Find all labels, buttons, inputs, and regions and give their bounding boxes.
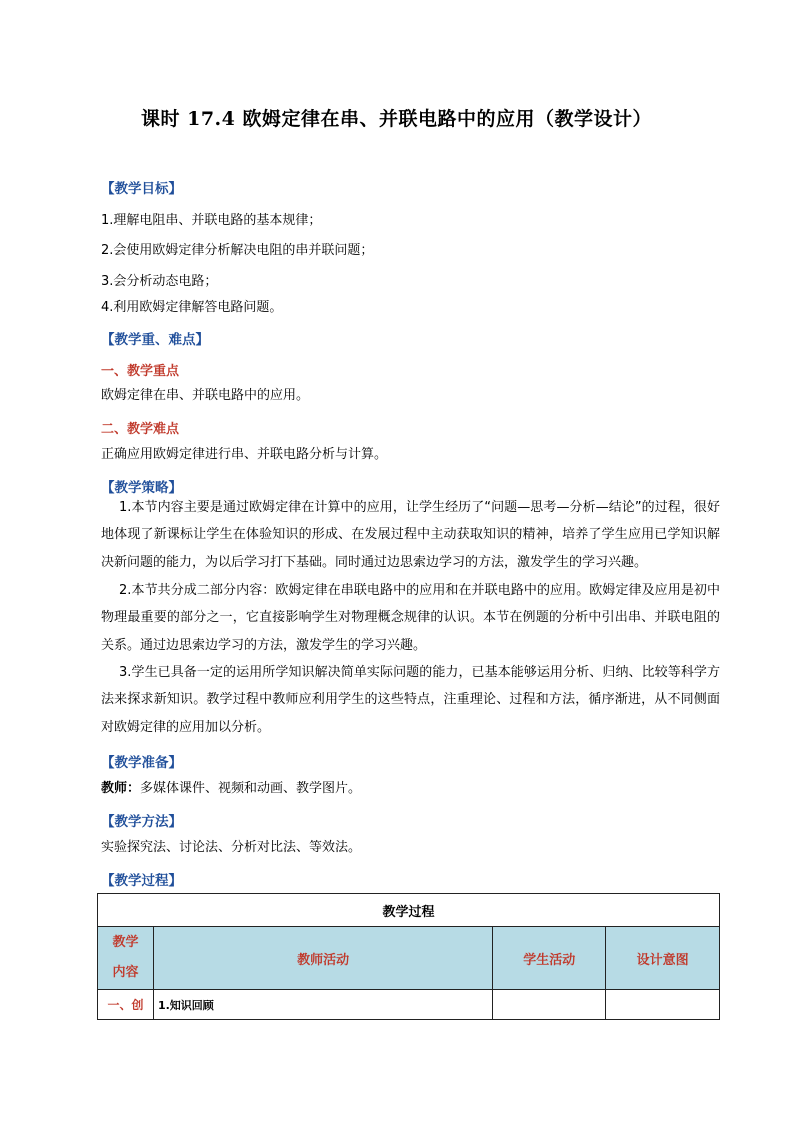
difficulty-text: 正确应用欧姆定律进行串、并联电路分析与计算。 — [101, 447, 388, 462]
methods-text: 实验探究法、讨论法、分析对比法、等效法。 — [101, 840, 362, 855]
table-cell-teacher: 1.知识回顾 — [153, 990, 492, 1020]
objective-item: 4.利用欧姆定律解答电路问题。 — [101, 300, 283, 315]
methods-heading: 【教学方法】 — [101, 814, 182, 830]
column-header-content-line1: 教学 — [112, 935, 139, 950]
preparation-text: 多媒体课件、视频和动画、教学图片。 — [140, 781, 362, 796]
page-title: 课时 17.4 欧姆定律在串、并联电路中的应用（教学设计） — [140, 108, 652, 130]
table-row — [98, 990, 720, 1020]
strategy-heading: 【教学策略】 — [101, 480, 182, 496]
table-cell-content: 一、创 — [98, 990, 154, 1020]
process-heading: 【教学过程】 — [101, 873, 182, 889]
preparation-line — [101, 777, 361, 796]
table-title: 教学过程 — [98, 894, 720, 927]
table-cell-student — [493, 990, 606, 1020]
difficulty-heading: 二、教学难点 — [101, 422, 180, 437]
preparation-heading: 【教学准备】 — [101, 755, 182, 771]
process-table — [97, 893, 720, 1020]
table-cell-intent — [606, 990, 720, 1020]
strategy-paragraph: 2.本节共分成二部分内容：欧姆定律在串联电路中的应用和在并联电路中的应用。欧姆定律及应用是初中物理最重要的部分之一，它直接影响学生对物理概念规律的认识。本节在例题的分析中引出串、并联电阻的关系。通过边思索边学习的方法，激发学生的学习兴趣。 — [101, 583, 720, 653]
column-header-student: 学生活动 — [493, 927, 606, 990]
strategy-paragraph: 3.学生已具备一定的运用所学知识解决简单实际问题的能力，已基本能够运用分析、归纳、比较等科学方法来探求新知识。教学过程中教师应利用学生的这些特点，注重理论、过程和方法，循序渐进，从不同侧面对欧姆定律的应用加以分析。 — [101, 665, 720, 735]
preparation-label: 教师： — [101, 781, 141, 796]
objectives-heading: 【教学目标】 — [101, 181, 182, 197]
objective-item: 2.会使用欧姆定律分析解决电阻的串并联问题； — [101, 243, 374, 258]
objective-item: 1.理解电阻串、并联电路的基本规律； — [101, 213, 322, 228]
column-header-intent: 设计意图 — [606, 927, 720, 990]
column-header-teacher: 教师活动 — [153, 927, 492, 990]
column-header-content-line2: 内容 — [112, 965, 139, 980]
focus-heading: 一、教学重点 — [101, 364, 180, 379]
column-header-content — [98, 927, 154, 990]
objective-item: 3.会分析动态电路； — [101, 274, 218, 289]
strategy-paragraph: 1.本节内容主要是通过欧姆定律在计算中的应用，让学生经历了“问题—思考—分析—结论”的过程，很好地体现了新课标让学生在体验知识的形成、在发展过程中主动获取知识的精神，培养了学生应用已学知识解决新问题的能力，为以后学习打下基础。同时通过边思索边学习的方法，激发学生的学习兴趣。 — [101, 500, 720, 570]
focus-text: 欧姆定律在串、并联电路中的应用。 — [101, 388, 310, 403]
key-points-heading: 【教学重、难点】 — [101, 332, 209, 348]
